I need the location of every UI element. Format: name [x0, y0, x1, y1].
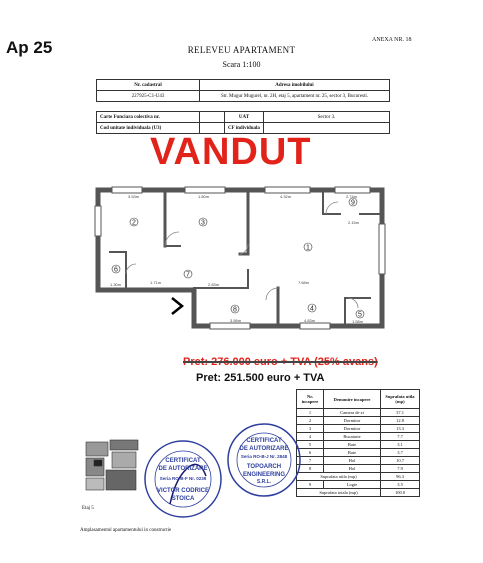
stamp1-line: STOICA [171, 496, 195, 502]
table-row: 3 Dormitor 13.3 [297, 425, 420, 433]
dim-label: 1.30m [110, 282, 122, 287]
dim-label: 7.68m [298, 280, 310, 285]
uat-value: Sector 3. [263, 112, 389, 123]
dim-label: 3.56m [230, 318, 242, 323]
rooms-table [296, 389, 420, 497]
authorization-stamp-2 [224, 420, 304, 500]
room-label-6: 6 [114, 266, 118, 274]
stamp1-line: DE AUTORIZARE [158, 466, 208, 472]
table-row: 1 Camera de zi 37.1 [297, 409, 420, 417]
table-row: 5 Baie 3.1 [297, 441, 420, 449]
room-label-2: 2 [132, 219, 136, 227]
table-row: 8 Hol 7.9 [297, 465, 420, 473]
useful-area-value: 96.3 [381, 473, 420, 481]
old-price: Pret: 276.000 euro + TVA (25% avans) [183, 356, 378, 368]
cadastral-header: Nr. cadastral [97, 80, 200, 91]
room-label-7: 7 [186, 271, 190, 279]
dim-label: 2.74m [346, 194, 358, 199]
stamp1-line: CERTIFICAT [165, 458, 201, 464]
stamp2-line: DE AUTORIZARE [239, 446, 289, 452]
stamp2-line: TOPOARCH [246, 464, 282, 470]
room-label-3: 3 [201, 219, 205, 227]
address-header: Adresa imobilului [200, 80, 390, 91]
room-label-5: 5 [358, 311, 362, 319]
dim-label: 2.15m [348, 220, 360, 225]
carte-funciara-label: Carte Funciara colectiva nr. [97, 112, 200, 123]
stamp2-line: Seria RO-B-J Nr. 2848 [240, 454, 288, 459]
dim-label: 1.58m [352, 319, 364, 324]
useful-area-label: Suprafata utila (mp) [297, 473, 381, 481]
address-value: Str. Mugur Mugurel, nr. 2H, etaj 5, apartament nr. 25, sector 3, Bucuresti. [200, 91, 390, 102]
rooms-col-area: Suprafata utila (mp) [381, 390, 420, 409]
anexa-number: ANEXA NR. 18 [372, 37, 412, 43]
floor-plan [90, 184, 392, 334]
room-label-8: 8 [233, 306, 237, 314]
apartment-label: Ap 25 [6, 38, 53, 57]
stamp1-line: VICTOR CODRICE [157, 488, 209, 494]
dim-label: 2.83m [208, 282, 220, 287]
dim-label: 1.80m [198, 194, 210, 199]
table-row: 4 Bucatarie 7.7 [297, 433, 420, 441]
dim-label: 1.71m [150, 280, 162, 285]
uat-label: UAT [225, 112, 264, 123]
cod-unitate-label: Cod unitate individuala (U3) [97, 123, 200, 134]
total-area-label: Suprafata totala (mp) [297, 489, 381, 497]
room-label-4: 4 [310, 305, 314, 313]
table-row: 7 Hol 10.7 [297, 457, 420, 465]
authorization-stamp-1 [140, 436, 226, 522]
floor-label: Etaj 5 [82, 506, 94, 511]
room-label-1: 1 [306, 244, 310, 252]
sold-label: VANDUT [150, 131, 312, 173]
stamp2-line: CERTIFICAT [246, 438, 282, 444]
placement-caption: Amplasamentul apartamentului in constructie [80, 528, 172, 533]
entrance-arrow [172, 298, 182, 314]
location-mini-plan [82, 438, 142, 494]
stamp2-line: ENGINEERING [242, 472, 286, 478]
stamp1-line: Seria RO-B-F Nr. 0239 [159, 476, 207, 481]
dim-label: 4.32m [280, 194, 292, 199]
stamp2-line: S.R.L. [256, 479, 272, 485]
cadastral-value: 227925-C1-U43 [97, 91, 200, 102]
table-row: 6 Baie 3.7 [297, 449, 420, 457]
rooms-col-nr: Nr. incapere [297, 390, 324, 409]
total-area-value: 100.0 [381, 489, 420, 497]
table-row [297, 489, 420, 497]
table-row [297, 473, 420, 481]
rooms-col-name: Denumire incapere [324, 390, 381, 409]
table-row: 9 Logie 3.5 [297, 481, 420, 489]
cf-individuala-label: CF individuala [225, 123, 264, 134]
dim-label: 3.53m [128, 194, 140, 199]
cadastral-table [96, 79, 390, 102]
document-title: RELEVEU APARTAMENT [187, 45, 296, 55]
dim-label: 4.83m [304, 318, 316, 323]
table-row: 2 Dormitor 12.8 [297, 417, 420, 425]
document-scale: Scara 1:100 [222, 60, 261, 69]
room-label-9: 9 [351, 199, 355, 207]
current-price: Pret: 251.500 euro + TVA [196, 372, 325, 384]
